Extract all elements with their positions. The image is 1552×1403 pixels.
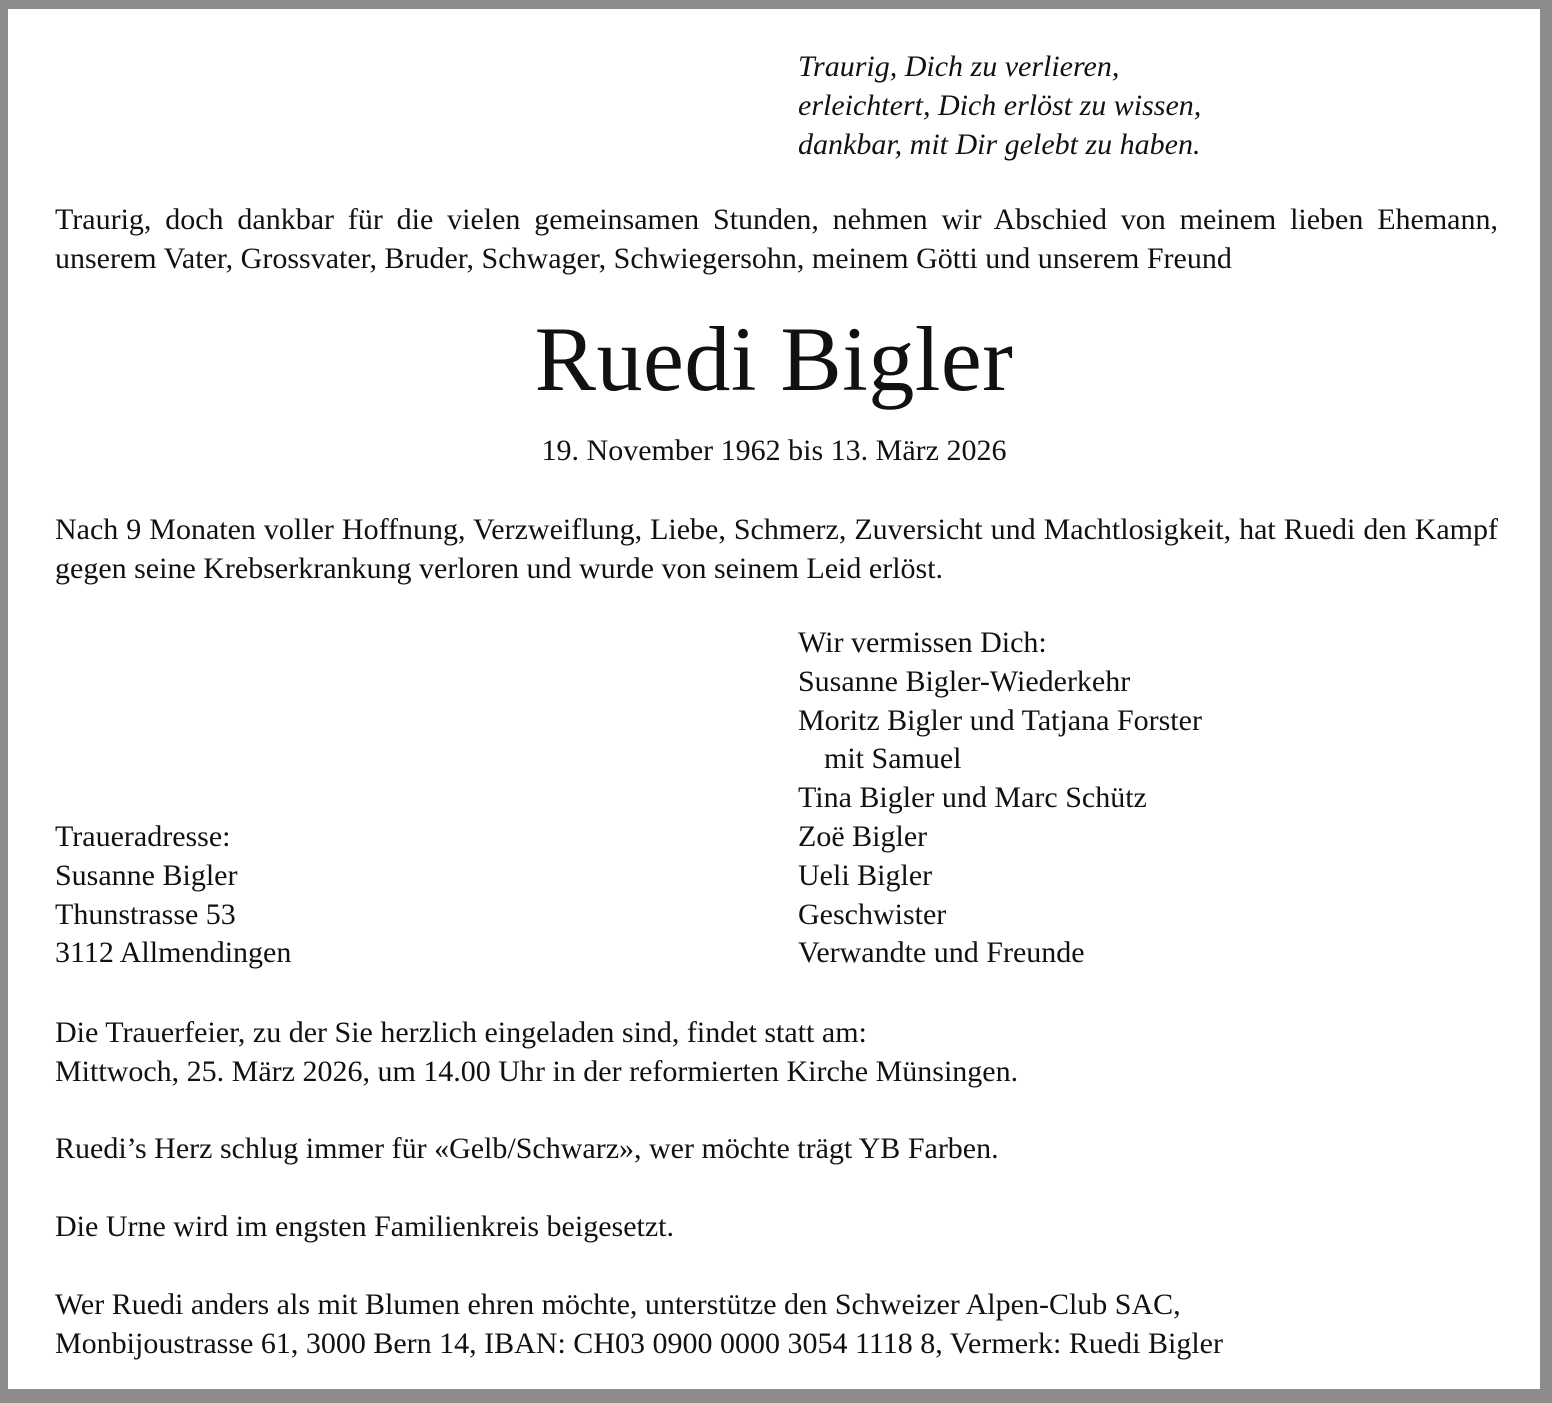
mourners-heading: Wir vermissen Dich:	[798, 626, 1047, 659]
mourner-name: Tina Bigler und Marc Schütz	[798, 781, 1147, 815]
mourners-list	[798, 624, 1202, 973]
life-dates: 19. November 1962 bis 13. März 2026	[541, 434, 1007, 467]
address-line: Susanne Bigler	[55, 858, 238, 892]
address-line: 3112 Allmendingen	[55, 936, 292, 970]
mourner-name: Geschwister	[798, 897, 947, 931]
mourning-address	[55, 818, 291, 973]
mourner-name: Verwandte und Freunde	[798, 936, 1085, 970]
poem-line: Traurig, Dich zu verlieren,	[798, 50, 1120, 83]
poem-line: dankbar, mit Dir gelebt zu haben.	[798, 128, 1201, 161]
yb-colors-note: Ruedi’s Herz schlug immer für «Gelb/Schwarz», wer möchte trägt YB Farben.	[55, 1132, 999, 1165]
address-line: Thunstrasse 53	[55, 897, 236, 931]
donation-text: Wer Ruedi anders als mit Blumen ehren möchte, unterstütze den Schweizer Alpen-Club SAC,	[55, 1288, 1181, 1321]
intro-paragraph: Traurig, doch dankbar für die vielen gemeinsamen Stunden, nehmen wir Abschied von meinem lieben Ehemann, unserem Vater, Grossvater, Bruder, Schwager, Schwiegersohn, meinem Götti und unserem Freund	[55, 203, 1498, 275]
service-details: Mittwoch, 25. März 2026, um 14.00 Uhr in der reformierten Kirche Münsingen.	[55, 1055, 1019, 1088]
mourner-name: Moritz Bigler und Tatjana Forster	[798, 703, 1202, 737]
deceased-name: Ruedi Bigler	[534, 308, 1014, 410]
address-heading: Traueradresse:	[55, 820, 231, 853]
mourner-name: mit Samuel	[824, 742, 962, 776]
poem-verse	[798, 47, 1201, 164]
donation-bank-details: Monbijoustrasse 61, 3000 Bern 14, IBAN: CH03 0900 0000 3054 1118 8, Vermerk: Ruedi Bigler	[55, 1327, 1223, 1360]
mourner-name: Susanne Bigler-Wiederkehr	[798, 664, 1131, 698]
mourner-name: Ueli Bigler	[798, 858, 933, 892]
obituary-notice	[8, 9, 1540, 1389]
mourner-name: Zoë Bigler	[798, 819, 928, 853]
poem-line: erleichtert, Dich erlöst zu wissen,	[798, 89, 1202, 122]
farewell-paragraph: Nach 9 Monaten voller Hoffnung, Verzweiflung, Liebe, Schmerz, Zuversicht und Machtlosigkeit, hat Ruedi den Kampf gegen seine Krebserkrankung verloren und wurde von seinem Leid erlöst.	[55, 513, 1498, 585]
service-invitation: Die Trauerfeier, zu der Sie herzlich eingeladen sind, findet statt am:	[55, 1016, 867, 1049]
urn-note: Die Urne wird im engsten Familienkreis beigesetzt.	[55, 1210, 674, 1243]
